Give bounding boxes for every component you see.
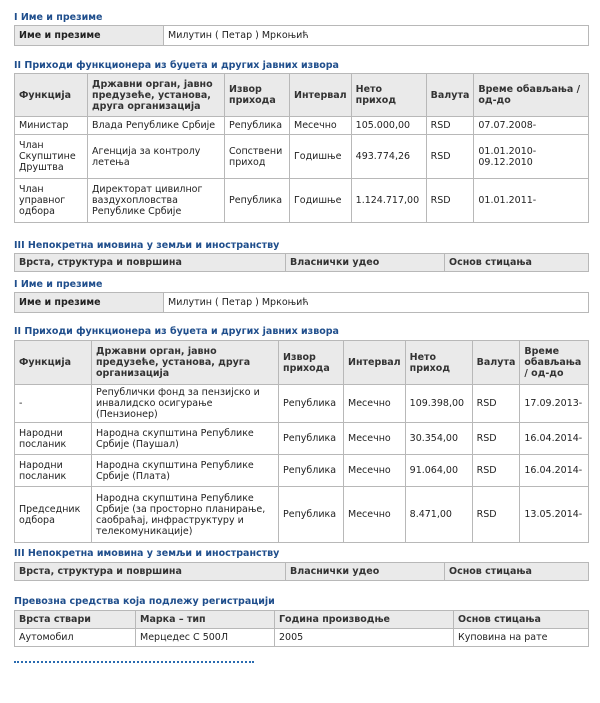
cell: Народни посланик bbox=[15, 455, 92, 487]
cell: RSD bbox=[426, 179, 474, 223]
cell: 13.05.2014- bbox=[520, 487, 589, 543]
income-table bbox=[14, 73, 589, 223]
table-row bbox=[15, 117, 589, 135]
col-header: Извор прихода bbox=[279, 341, 344, 385]
cell: RSD bbox=[472, 455, 520, 487]
cell: Месечно bbox=[344, 455, 406, 487]
col-header: Време обављања / од-до bbox=[474, 74, 589, 117]
cell: Месечно bbox=[344, 423, 406, 455]
table-header-row bbox=[15, 563, 589, 581]
cell: Директорат цивилног ваздухопловства Републике Србије bbox=[88, 179, 225, 223]
col-header: Валута bbox=[426, 74, 474, 117]
section-title-name: I Име и презиме bbox=[14, 279, 103, 290]
cell: 8.471,00 bbox=[405, 487, 472, 543]
col-header: Функција bbox=[15, 341, 92, 385]
table-row bbox=[15, 385, 589, 423]
cell: Република bbox=[279, 385, 344, 423]
cell: 07.07.2008- bbox=[474, 117, 589, 135]
cell: 109.398,00 bbox=[405, 385, 472, 423]
cell: Републички фонд за пензијско и инвалидско осигурање (Пензионер) bbox=[92, 385, 279, 423]
cell: Народна скупштина Републике Србије (за просторно планирање, саобраћај, инфраструктуру и телекомуникације) bbox=[92, 487, 279, 543]
section-title-name: I Име и презиме bbox=[14, 12, 103, 23]
cell: Влада Републике Србије bbox=[88, 117, 225, 135]
col-header: Државни орган, јавно предузеће, установа, друга организација bbox=[88, 74, 225, 117]
cell: Република bbox=[225, 117, 290, 135]
table-row bbox=[15, 135, 589, 179]
cell: Министар bbox=[15, 117, 88, 135]
cell: Народна скупштина Републике Србије (Плата) bbox=[92, 455, 279, 487]
section-title-income: II Приходи функционера из буџета и других јавних извора bbox=[14, 326, 339, 337]
cell: 2005 bbox=[275, 629, 454, 647]
col-header: Нето приход bbox=[351, 74, 426, 117]
col-header: Врста ствари bbox=[15, 611, 136, 629]
name-value: Милутин ( Петар ) Мркоњић bbox=[164, 293, 589, 313]
col-header: Година производње bbox=[275, 611, 454, 629]
table-row bbox=[15, 487, 589, 543]
name-value: Милутин ( Петар ) Мркоњић bbox=[164, 26, 589, 46]
col-header: Функција bbox=[15, 74, 88, 117]
cell: 1.124.717,00 bbox=[351, 179, 426, 223]
table-row bbox=[15, 179, 589, 223]
table-row bbox=[15, 629, 589, 647]
cell: Република bbox=[279, 455, 344, 487]
cell: - bbox=[15, 385, 92, 423]
col-header: Нето приход bbox=[405, 341, 472, 385]
col-header: Врста, структура и површина bbox=[15, 254, 286, 272]
table-header-row bbox=[15, 611, 589, 629]
property-table bbox=[14, 562, 589, 581]
col-header: Интервал bbox=[290, 74, 352, 117]
cell: Аутомобил bbox=[15, 629, 136, 647]
name-table bbox=[14, 292, 589, 313]
vehicles-table bbox=[14, 610, 589, 647]
cell: Члан управног одбора bbox=[15, 179, 88, 223]
col-header: Извор прихода bbox=[225, 74, 290, 117]
cell: 16.04.2014- bbox=[520, 455, 589, 487]
cut-off-section-divider bbox=[14, 661, 254, 663]
table-header-row bbox=[15, 341, 589, 385]
col-header: Власнички удео bbox=[286, 254, 445, 272]
col-header: Интервал bbox=[344, 341, 406, 385]
col-header: Основ стицања bbox=[445, 254, 589, 272]
cell: 30.354,00 bbox=[405, 423, 472, 455]
col-header: Државни орган, јавно предузеће, установа, друга организација bbox=[92, 341, 279, 385]
cell: Агенција за контролу летења bbox=[88, 135, 225, 179]
cell: Годишње bbox=[290, 135, 352, 179]
cell: 01.01.2011- bbox=[474, 179, 589, 223]
cell: Члан Скупштине Друштва bbox=[15, 135, 88, 179]
cell: Сопствени приход bbox=[225, 135, 290, 179]
cell: 01.01.2010-09.12.2010 bbox=[474, 135, 589, 179]
cell: RSD bbox=[472, 385, 520, 423]
cell: 105.000,00 bbox=[351, 117, 426, 135]
cell: 493.774,26 bbox=[351, 135, 426, 179]
cell: Председник одбора bbox=[15, 487, 92, 543]
section-title-income: II Приходи функционера из буџета и других јавних извора bbox=[14, 60, 339, 71]
cell: Република bbox=[279, 423, 344, 455]
col-header: Време обављања / од-до bbox=[520, 341, 589, 385]
col-header: Власнички удео bbox=[286, 563, 445, 581]
table-row bbox=[15, 455, 589, 487]
cell: Народна скупштина Републике Србије (Паушал) bbox=[92, 423, 279, 455]
cell: Народни посланик bbox=[15, 423, 92, 455]
cell: Република bbox=[279, 487, 344, 543]
cell: 16.04.2014- bbox=[520, 423, 589, 455]
name-table bbox=[14, 25, 589, 46]
cell: RSD bbox=[472, 423, 520, 455]
cell: Месечно bbox=[344, 385, 406, 423]
property-table bbox=[14, 253, 589, 272]
cell: Република bbox=[225, 179, 290, 223]
cell: Месечно bbox=[344, 487, 406, 543]
income-table bbox=[14, 340, 589, 543]
cell: 91.064,00 bbox=[405, 455, 472, 487]
table-header-row bbox=[15, 74, 589, 117]
cell: 17.09.2013- bbox=[520, 385, 589, 423]
table-header-row bbox=[15, 254, 589, 272]
name-label: Име и презиме bbox=[15, 26, 164, 46]
col-header: Валута bbox=[472, 341, 520, 385]
cell: Годишње bbox=[290, 179, 352, 223]
cell: Мерцедес С 500Л bbox=[136, 629, 275, 647]
section-title-vehicles: Превозна средства која подлежу регистрацији bbox=[14, 596, 275, 607]
cell: Месечно bbox=[290, 117, 352, 135]
section-title-property: III Непокретна имовина у земљи и иностранству bbox=[14, 548, 280, 559]
cell: RSD bbox=[426, 117, 474, 135]
name-label: Име и презиме bbox=[15, 293, 164, 313]
col-header: Врста, структура и површина bbox=[15, 563, 286, 581]
col-header: Основ стицања bbox=[445, 563, 589, 581]
cell: RSD bbox=[426, 135, 474, 179]
section-title-property: III Непокретна имовина у земљи и иностранству bbox=[14, 240, 280, 251]
cell: Куповина на рате bbox=[454, 629, 589, 647]
col-header: Марка – тип bbox=[136, 611, 275, 629]
table-row bbox=[15, 423, 589, 455]
col-header: Основ стицања bbox=[454, 611, 589, 629]
cell: RSD bbox=[472, 487, 520, 543]
